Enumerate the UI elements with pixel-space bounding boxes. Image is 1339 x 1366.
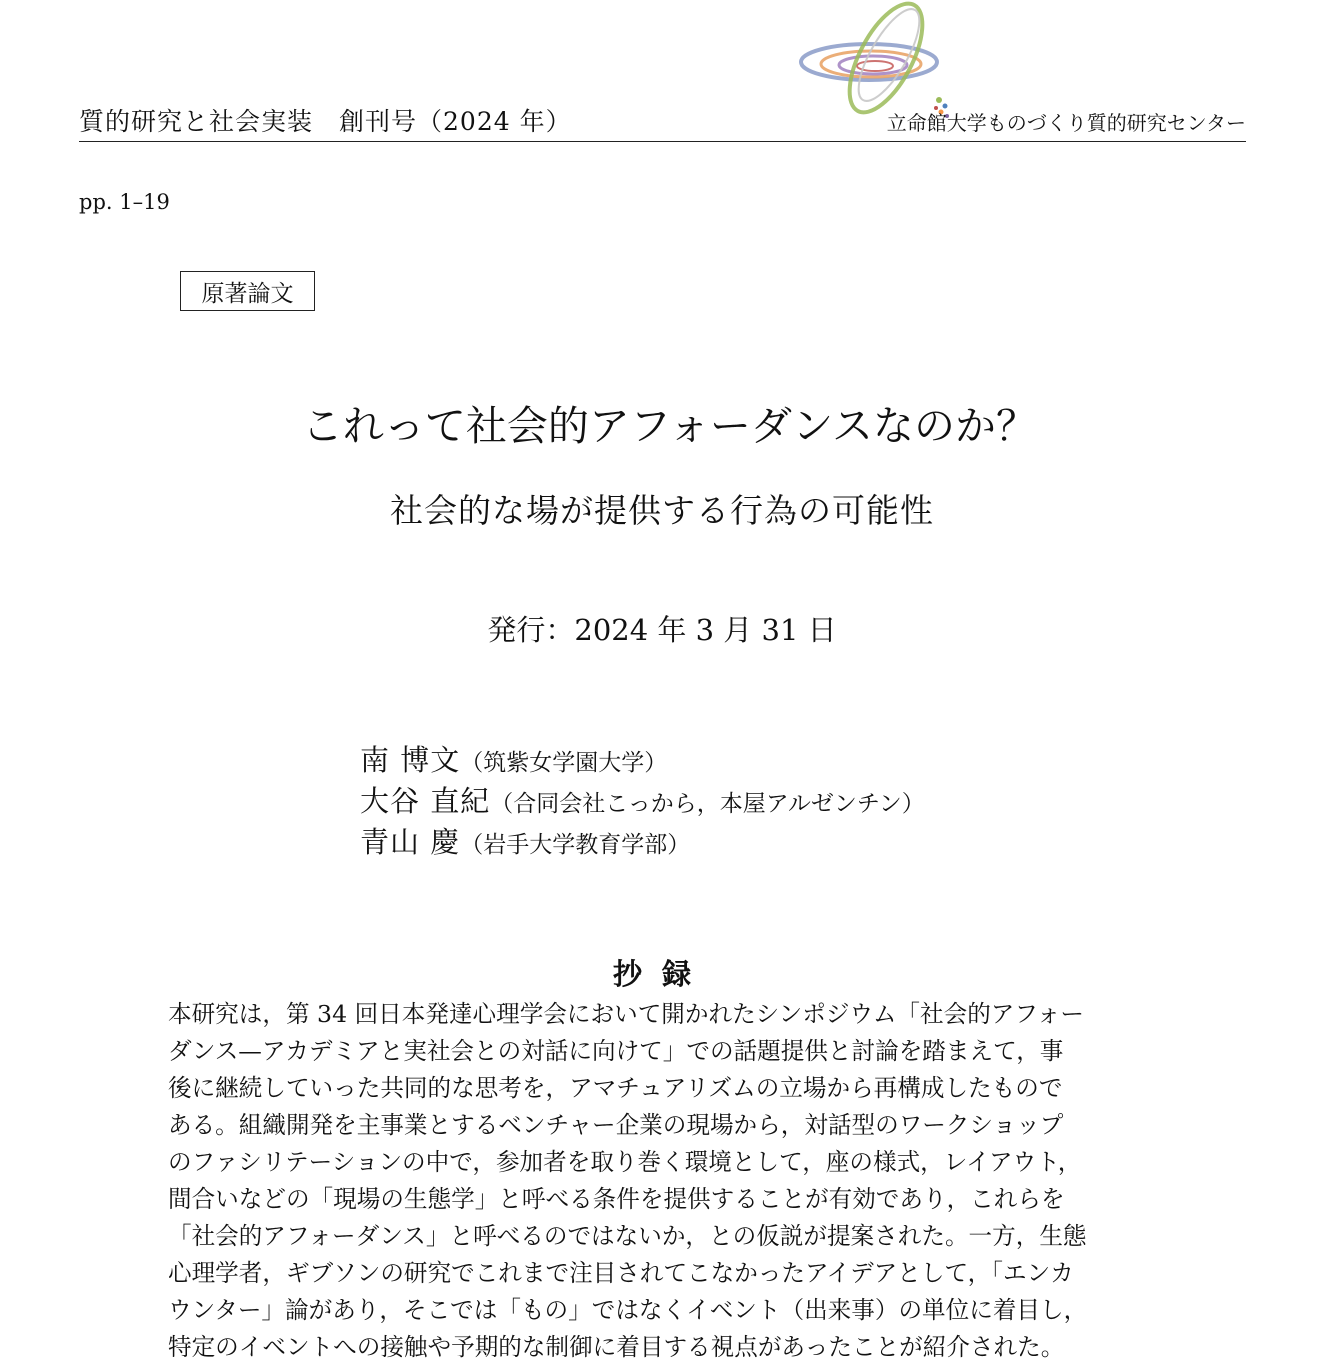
journal-title: 質的研究と社会実装 創刊号（2024 年）: [79, 107, 572, 136]
paper-subtitle: 社会的な場が提供する行為の可能性: [390, 491, 934, 530]
paper-title: これって社会的アフォーダンスなのか？: [301, 402, 1038, 450]
abstract-heading: 抄録: [612, 957, 711, 991]
author: [360, 738, 925, 779]
author-affiliation: （合同会社こっから，本屋アルゼンチン）: [490, 791, 925, 817]
abstract-body: [168, 996, 1158, 1366]
abstract-line: ウンター」論があり，そこでは「もの」ではなくイベント（出来事）の単位に着目し，: [168, 1296, 1088, 1324]
author-affiliation: （筑紫女学園大学）: [460, 750, 668, 776]
author-name: 大谷 直紀: [360, 784, 491, 818]
article-type-badge: 原著論文: [180, 271, 315, 311]
abstract-line: 間合いなどの「現場の生態学」と呼べる条件を提供することが有効であり，これらを: [168, 1185, 1065, 1213]
author: [360, 779, 925, 820]
abstract-line: 後に継続していった共同的な思考を，アマチュアリズムの立場から再構成したもので: [168, 1074, 1063, 1102]
author: [360, 820, 925, 861]
author-name: 南 博文: [360, 743, 461, 777]
publication-date: 発行：2024 年 3 月 31 日: [487, 613, 837, 647]
abstract-line: のファシリテーションの中で，参加者を取り巻く環境として，座の様式，レイアウト，: [168, 1148, 1082, 1176]
author-affiliation: （岩手大学教育学部）: [460, 832, 691, 858]
abstract-line: 心理学者，ギブソンの研究でこれまで注目されてこなかったアイデアとして，「エンカ: [168, 1259, 1074, 1287]
journal-header: [79, 0, 1246, 142]
abstract-line: 特定のイベントへの接触や予期的な制御に着目する視点があったことが紹介された。: [168, 1333, 1065, 1361]
author-list: [360, 738, 925, 861]
abstract-line: ある。組織開発を主事業とするベンチャー企業の現場から，対話型のワークショップ: [168, 1111, 1064, 1139]
abstract-line: 本研究は，第 34 回日本発達心理学会において開かれたシンポジウム「社会的アフォー: [168, 1000, 1084, 1028]
author-name: 青山 慶: [360, 825, 461, 859]
abstract-line: ダンス—アカデミアと実社会との対話に向けて」での話題提供と討論を踏まえて，事: [168, 1037, 1064, 1065]
research-center-name: 立命館大学ものづくり質的研究センター: [886, 111, 1246, 135]
page-range: pp. 1–19: [79, 190, 170, 214]
abstract-line: 「社会的アフォーダンス」と呼べるのではないか，との仮説が提案された。一方，生態: [168, 1222, 1087, 1250]
